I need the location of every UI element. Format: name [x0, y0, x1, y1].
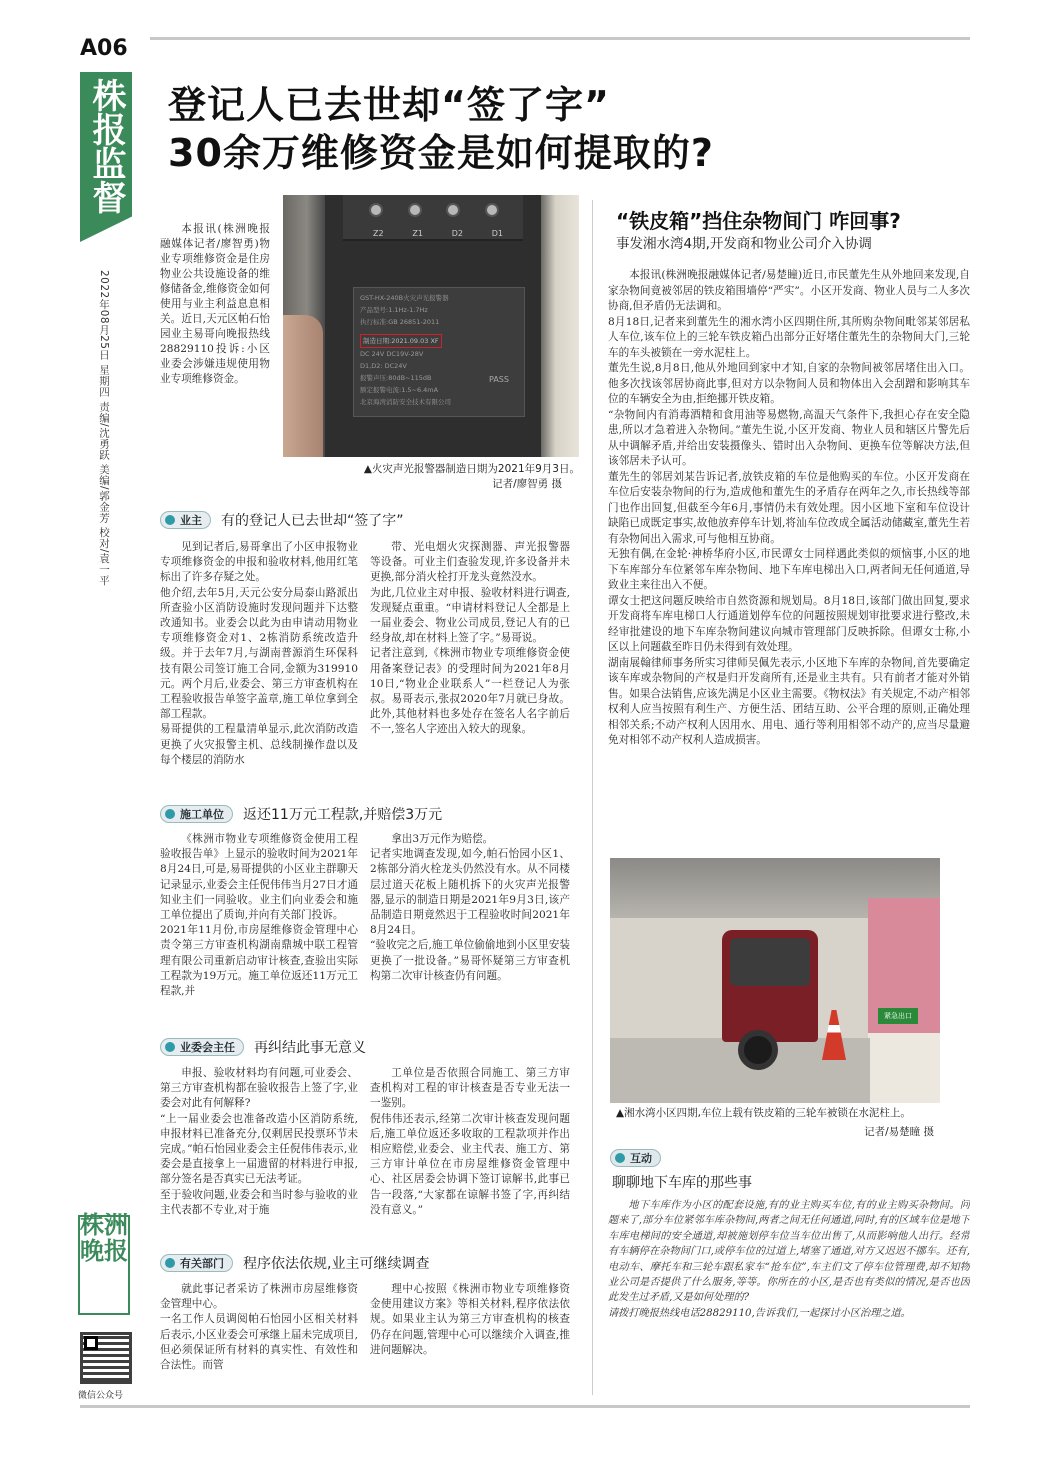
- exit-sign: 紧急出口: [878, 1008, 918, 1024]
- brand-name: 株洲晚报: [80, 1211, 128, 1265]
- label-line: GST-HX-240B火灾声光报警器: [360, 294, 449, 302]
- section-authority-col2: 理中心按照《株洲市物业专项维修资金使用建议方案》等相关材料,程序依法依规。如果业主认为第三方审查机构的核查仍存在问题,管理中心可以继续介入调查,推进问题解决。: [370, 1283, 570, 1356]
- pillar-white-band: [868, 1033, 940, 1103]
- bottom-rule: [80, 1405, 970, 1408]
- terminal-row: [369, 203, 499, 227]
- date-line: 2022年08月25日 星期四 责编/沈勇跃 美编/郭金芳 校对/袁一平: [98, 270, 110, 586]
- bullet-icon: [165, 1042, 175, 1052]
- section-committee-head: [160, 1037, 366, 1057]
- section-contractor-head: [160, 804, 442, 824]
- section-authority-col1: 就此事记者采访了株洲市房屋维修资金管理中心。 一名工作人员调阅帕石怡园小区相关材料后表示,小区业委会可承继上届未完成项目,但必须保证所有材料的真实性、有效性和合法性。而管: [160, 1283, 358, 1372]
- wechat-label: 微信公众号: [78, 1391, 124, 1401]
- label-line: 北京海湾消防安全技术有限公司: [360, 398, 451, 406]
- bullet-icon: [165, 809, 175, 819]
- main-title-line2: 30余万维修资金是如何提取的?: [168, 131, 714, 175]
- section-subtitle: 有的登记人已去世却“签了字”: [221, 513, 404, 529]
- photo2-caption: ▲湘水湾小区四期,车位上载有铁皮箱的三轮车被锁在水泥柱上。: [616, 1107, 911, 1119]
- manufacture-date-line: 制造日期:2021.09.03 XF: [360, 334, 442, 348]
- lead-paragraph: 本报讯(株洲晚报融媒体记者/廖智勇)物业专项维修资金是住房物业公共设施设备的维修储备金,维修资金如何使用与业主利益息息相关。近日,天元区帕石怡园业主易哥向晚报热线28829110投诉:小区业委会涉嫌违规使用物业专项维修资金。: [160, 223, 270, 385]
- section-committee-col1: 申报、验收材料均有问题,可业委会、第三方审查机构都在验收报告上签了字,业委会对此有何解释? “上一届业委会也准备改造小区消防系统,申报材料已准备充分,仅剩居民投票环节未完成。”帕石怡园业委会主任倪伟伟表示,业委会是直接拿上一届遗留的材料进行申报,部分签名是否真实已无法考证。 至于验收问题,业委会和当时参与验收的业主代表都不专业,对于施: [160, 1067, 358, 1216]
- section-tag: 有关部门: [160, 1254, 233, 1272]
- photo2-credit: 记者/易楚瞳 摄: [864, 1126, 934, 1138]
- label-line: 产品型号:1.1Hz-1.7Hz: [360, 306, 428, 314]
- photo1-credit: 记者/廖智勇 摄: [492, 478, 562, 490]
- label-line: D1,D2: DC24V: [360, 362, 407, 370]
- interact-tag: 互动: [610, 1149, 661, 1167]
- alarm-photo: [283, 195, 579, 457]
- section-tag: 业主: [160, 511, 211, 529]
- top-rule: [150, 37, 970, 40]
- main-title-line1: 登记人已去世却“签了字”: [168, 83, 610, 127]
- section-owner-col2: 带、光电烟火灾探测器、声光报警器等设备。可业主们查验发现,许多设备并未更换,部分消火栓打开龙头竟然没水。 为此,几位业主对申报、验收材料进行调查,发现疑点重重。“申请材料登记人全都是上一届业委会、物业公司成员,登记人有的已经身故,却在材料上签了字。”易哥说。 记者注意到,《株洲市物业专项维修资金使用备案登记表》的受理时间为2021年8月10日,“物业企业联系人”一栏登记人为张叔。易哥表示,张叔2020年7月就已身故。此外,其他材料也多处存在签名人名字前后不一,签名人字迹出入较大的现象。: [370, 541, 570, 736]
- column-divider: [592, 200, 593, 1395]
- section-authority-head: [160, 1253, 429, 1273]
- interact-title: 聊聊地下车库的那些事: [612, 1175, 752, 1191]
- page-number: A06: [80, 36, 128, 61]
- section-tag: 业委会主任: [160, 1038, 244, 1056]
- section-committee-col2: 工单位是否依照合同施工、第三方审查机构对工程的审计核查是否专业无法一一鉴别。 倪伟伟还表示,经第二次审计核查发现问题后,施工单位返还多收取的工程款项并作出相应赔偿,业委会、业主代表、施工方、第三方审计单位在市房屋维修资金管理中心、社区居委会协调下签订谅解书,此事已告一段落,“大家都在谅解书签了字,再纠结没有意义。”: [370, 1067, 570, 1216]
- label-line: DC 24V DC19V-28V: [360, 350, 424, 358]
- side-title: “铁皮箱”挡住杂物间门 咋回事?: [616, 209, 901, 233]
- section-contractor-col1: 《株洲市物业专项维修资金使用工程验收报告单》上显示的验收时间为2021年8月24日,可是,易哥提供的小区业主群聊天记录显示,业委会主任倪伟伟当月27日才通知业主们一同验收。业主们向业委会和施工单位提出了质询,并向有关部门投诉。 2021年11月份,市房屋维修资金管理中心责令第三方审查机构湖南鼎城中联工程管理有限公司重新启动审计核查,查验出实际工程款为19万元。施工单位返还11万元工程款,并: [160, 833, 358, 998]
- section-subtitle: 返还11万元工程款,并赔偿3万元: [243, 807, 443, 823]
- photo1-caption: ▲火灾声光报警器制造日期为2021年9月3日。: [363, 463, 580, 475]
- bullet-icon: [615, 1153, 625, 1163]
- hand: [283, 315, 323, 457]
- column-name: 株报监督: [86, 78, 126, 214]
- terminal-labels: Z2 Z1 D2 D1: [373, 229, 503, 238]
- garage-photo: [610, 858, 940, 1103]
- section-subtitle: 再纠结此事无意义: [254, 1040, 366, 1056]
- tricycle-wheel: [738, 1030, 778, 1070]
- qr-finder: [84, 1336, 98, 1350]
- side-subtitle: 事发湘水湾4期,开发商和物业公司介入协调: [616, 236, 872, 252]
- bullet-icon: [165, 515, 175, 525]
- device-label: [353, 287, 525, 417]
- pass-mark: PASS: [489, 375, 509, 384]
- section-owner-col1: 见到记者后,易哥拿出了小区申报物业专项维修资金的申报和验收材料,他用红笔标出了许多存疑之处。 他介绍,去年5月,天元公安分局泰山路派出所查验小区消防设施时发现问题并下达整改通知书。业委会以此为由申请动用物业专项维修资金对1、2栋消防系统改造升级。并于去年7月,与湖南普源消生环保科技有限公司签订施工合同,金额为319910元。两个月后,业委会、第三方审查机构在工程验收报告单签字盖章,施工单位拿到全部工程款。 易哥提供的工程量清单显示,此次消防改造更换了火灾报警主机、总线制操作盘以及每个楼层的消防水: [160, 541, 358, 766]
- section-tag: 施工单位: [160, 805, 233, 823]
- label-line: 执行标准:GB 26851-2011: [360, 318, 440, 326]
- side-body: 本报讯(株洲晚报融媒体记者/易楚瞳)近日,市民董先生从外地回来发现,自家杂物间竟被邻居的铁皮箱围墙停“严实”。小区开发商、物业人员与二人多次协商,但矛盾仍无法调和。 8月18日,记者来到董先生的湘水湾小区四期住所,其所购杂物间毗邻某邻居私人车位,该车位上的三轮车铁皮箱凸出部分正好堵住董先生的杂物间大门,三轮车的车头被锁在一旁水泥柱上。 董先生说,8月8日,他从外地回到家中才知,自家的杂物间被邻居堵住出入口。他多次找该邻居协商此事,但对方以杂物间人员和物体出入会刮蹭和影响其车位的车辆安全为由,拒绝挪开铁皮箱。 “杂物间内有消毒酒精和食用油等易燃物,高温天气条件下,我担心存在安全隐患,所以才急着进入杂物间。”董先生说,小区开发商、物业人员和辖区片警先后从中调解矛盾,并给出安装摄像头、错时出入杂物间、更换车位等解决方法,但该邻居未予认可。 董先生的邻居刘某告诉记者,放铁皮箱的车位是他购买的车位。小区开发商在车位后安装杂物间的行为,造成他和董先生的矛盾存在两年之久,市长热线等部门也作出回复,但截至今年6月,事情仍未有效处理。因小区地下室和车位设计缺陷已成既定事实,故他放弃停车计划,将汕车位改成全属活动储藏室,董先生若有杂物间出入需求,可与他相互协商。 无独有偶,在金轮·神桥华府小区,市民谭女士同样遇此类似的烦恼事,小区的地下车库部分车位紧邻车库杂物间、地下车库电梯出入口,两者间无任何通道,导致业主来往出入不便。 谭女士把这问题反映给市自然资源和规划局。8月18日,该部门做出回复,要求开发商将车库电梯口人行通道划停车位的问题按照规划审批要求进行整改,未经审批建设的地下车库杂物间建议向城市管理部门反映拆除。但谭女士称,小区以上问题截至昨日仍未得到有效处理。 湖南展翰律师事务所实习律师吴佩先表示,小区地下车库的杂物间,首先要确定该车库或杂物间的产权是归开发商所有,还是业主共有。只有前者才能对外销售。如果合法销售,应该先满足小区业主需要。《物权法》有关规定,不动产相邻权利人应当按照有利生产、方便生活、团结互助、公平合理的原则,正确处理相邻关系;不动产权利人因用水、用电、通行等利用相邻不动产的,应当尽量避免对相邻不动产权利人造成损害。: [608, 269, 970, 746]
- interact-head: [610, 1148, 661, 1168]
- label-line: 报警声压:80dB~115dB: [360, 374, 432, 382]
- tricycle-window: [730, 938, 810, 986]
- section-subtitle: 程序依法依规,业主可继续调查: [243, 1256, 430, 1272]
- section-contractor-col2: 拿出3万元作为赔偿。 记者实地调查发现,如今,帕石怡园小区1、2栋部分消火栓龙头仍然没有水。从不同楼层过道天花板上随机拆下的火灾声光报警器,显示的制造日期是2021年9月3日,该产品制造日期竟然迟于工程验收时间2021年8月24日。 “验收完之后,施工单位偷偷地到小区里安装更换了一批设备。”易哥怀疑第三方审查机构第二次审计核查仍有问题。: [370, 833, 570, 982]
- section-owner-head: [160, 510, 404, 530]
- label-line: 额定报警电流:1.5~6.4mA: [360, 386, 439, 394]
- interact-body: 地下车库作为小区的配套设施,有的业主购买车位,有的业主购买杂物间。问题来了,部分车位紧邻车库杂物间,两者之间无任何通道,同时,有的区域车位是地下车库电梯间的安全通道,却被施划停车位当车位出售了,从而影响他人出行。经常有车辆停在杂物间门口,或停车位的过道上,堵塞了通道,对方又迟迟不挪车。还有,电动车、摩托车和三轮车跟私家车“抢车位”,车主们文了停车位管理费,却不知物业公司是否提供了什么服务,等等。你所在的小区,是否也有类似的情况,是否也因此发生过矛盾,又是如何处理的? 请拨打晚报热线电话28829110,告诉我们,一起探讨小区治理之道。: [608, 1200, 970, 1319]
- bullet-icon: [165, 1258, 175, 1268]
